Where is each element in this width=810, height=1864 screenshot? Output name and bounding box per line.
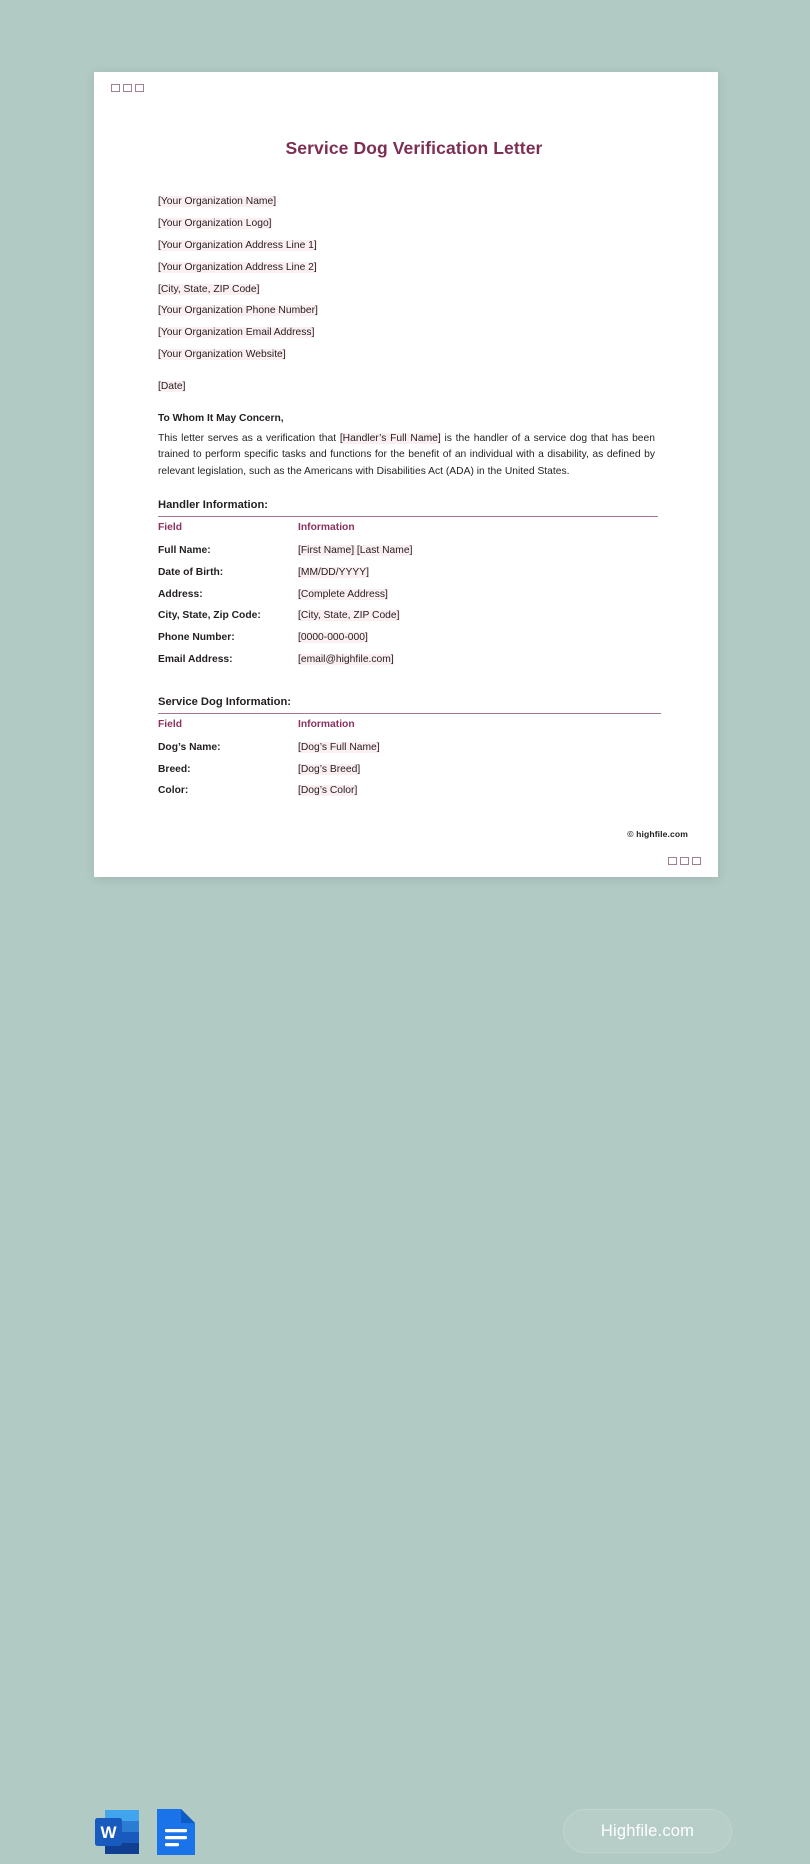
document-page bbox=[94, 72, 718, 877]
row-label: Date of Birth: bbox=[158, 566, 224, 578]
row-value bbox=[298, 546, 578, 568]
org-line bbox=[158, 285, 670, 295]
row-label: Full Name: bbox=[158, 544, 211, 556]
table-header-row bbox=[158, 523, 578, 546]
org-city-state-zip-placeholder: [City, State, ZIP Code] bbox=[158, 283, 260, 295]
table-row bbox=[158, 765, 578, 787]
org-email-placeholder: [Your Organization Email Address] bbox=[158, 327, 315, 339]
table-row bbox=[158, 786, 578, 808]
org-line bbox=[158, 306, 670, 316]
row-value-placeholder: [Dog’s Breed] bbox=[298, 763, 361, 775]
table-header-row bbox=[158, 720, 578, 743]
org-phone-placeholder: [Your Organization Phone Number] bbox=[158, 305, 318, 317]
copyright-notice: © highfile.com bbox=[627, 829, 688, 839]
org-line bbox=[158, 219, 670, 229]
column-header-field: Field bbox=[158, 719, 183, 731]
row-value-placeholder: [email@highfile.com] bbox=[298, 653, 394, 665]
salutation: To Whom It May Concern, bbox=[158, 412, 284, 424]
section-heading: Service Dog Information: bbox=[158, 695, 292, 708]
org-website-placeholder: [Your Organization Website] bbox=[158, 349, 286, 361]
corner-mark-square bbox=[111, 84, 120, 92]
table-row bbox=[158, 546, 578, 568]
corner-mark-square bbox=[680, 857, 689, 865]
row-value-placeholder: [Dog’s Full Name] bbox=[298, 741, 380, 753]
date-line bbox=[158, 381, 670, 392]
google-docs-icon[interactable] bbox=[151, 1805, 201, 1859]
microsoft-word-icon[interactable] bbox=[91, 1805, 145, 1859]
corner-marks-bottom-right bbox=[668, 857, 701, 865]
row-label: Email Address: bbox=[158, 653, 233, 665]
table-row bbox=[158, 743, 578, 765]
service-dog-information-table bbox=[158, 720, 578, 808]
paragraph-text-after: is the handler of a service dog that has been trained to perform specific tasks and functions for the benefit of an individual with a disability, as defined by relevant legislation, such as the Americans with Disabilities Act (ADA) in the United States. bbox=[158, 432, 655, 478]
table-row bbox=[158, 655, 578, 677]
handler-name-placeholder: [Handler’s Full Name] bbox=[339, 432, 441, 444]
row-value bbox=[298, 743, 578, 765]
row-value-placeholder: [0000-000-000] bbox=[298, 632, 368, 644]
row-value-placeholder: [First Name] [Last Name] bbox=[298, 544, 413, 556]
highfile-brand-button[interactable] bbox=[563, 1809, 732, 1853]
row-value bbox=[298, 590, 578, 612]
column-header-field: Field bbox=[158, 522, 183, 534]
org-line bbox=[158, 263, 670, 273]
corner-mark-square bbox=[692, 857, 701, 865]
org-address1-placeholder: [Your Organization Address Line 1] bbox=[158, 239, 317, 251]
body-paragraph bbox=[158, 431, 655, 481]
table-row bbox=[158, 611, 578, 633]
corner-mark-square bbox=[135, 84, 144, 92]
column-header-information: Information bbox=[298, 522, 355, 534]
row-label: City, State, Zip Code: bbox=[158, 610, 261, 622]
row-value bbox=[298, 611, 578, 633]
document-content bbox=[158, 72, 670, 877]
section-handler-information bbox=[158, 499, 670, 677]
table-row bbox=[158, 590, 578, 612]
column-header-information: Information bbox=[298, 719, 355, 731]
org-name-placeholder: [Your Organization Name] bbox=[158, 196, 277, 207]
section-divider bbox=[158, 713, 661, 714]
row-value-placeholder: [City, State, ZIP Code] bbox=[298, 610, 400, 622]
organization-block bbox=[158, 197, 670, 361]
org-logo-placeholder: [Your Organization Logo] bbox=[158, 217, 272, 229]
row-label: Dog’s Name: bbox=[158, 741, 221, 753]
row-value bbox=[298, 765, 578, 787]
row-value bbox=[298, 568, 578, 590]
table-row bbox=[158, 633, 578, 655]
svg-text:W: W bbox=[100, 1823, 117, 1842]
row-label: Address: bbox=[158, 588, 203, 600]
section-heading: Handler Information: bbox=[158, 498, 269, 511]
section-service-dog-information bbox=[158, 696, 670, 808]
org-line bbox=[158, 328, 670, 338]
org-line bbox=[158, 350, 670, 360]
paragraph-text-before: This letter serves as a verification that bbox=[158, 432, 340, 444]
row-label: Phone Number: bbox=[158, 632, 235, 644]
row-label: Color: bbox=[158, 785, 189, 797]
row-value-placeholder: [MM/DD/YYYY] bbox=[298, 566, 369, 578]
row-value-placeholder: [Complete Address] bbox=[298, 588, 388, 600]
row-value-placeholder: [Dog’s Color] bbox=[298, 785, 358, 797]
date-placeholder: [Date] bbox=[158, 380, 186, 392]
corner-mark-square bbox=[123, 84, 132, 92]
row-label: Breed: bbox=[158, 763, 191, 775]
corner-marks-top-left bbox=[111, 84, 144, 92]
row-value bbox=[298, 786, 578, 808]
org-line bbox=[158, 197, 670, 207]
row-value bbox=[298, 655, 578, 677]
org-address2-placeholder: [Your Organization Address Line 2] bbox=[158, 261, 317, 273]
page-title: Service Dog Verification Letter bbox=[285, 138, 543, 158]
row-value bbox=[298, 633, 578, 655]
handler-information-table bbox=[158, 523, 578, 677]
section-divider bbox=[158, 516, 658, 517]
table-row bbox=[158, 568, 578, 590]
org-line bbox=[158, 241, 670, 251]
highfile-brand-label: Highfile.com bbox=[600, 1821, 695, 1840]
bottom-bar bbox=[0, 877, 810, 1842]
